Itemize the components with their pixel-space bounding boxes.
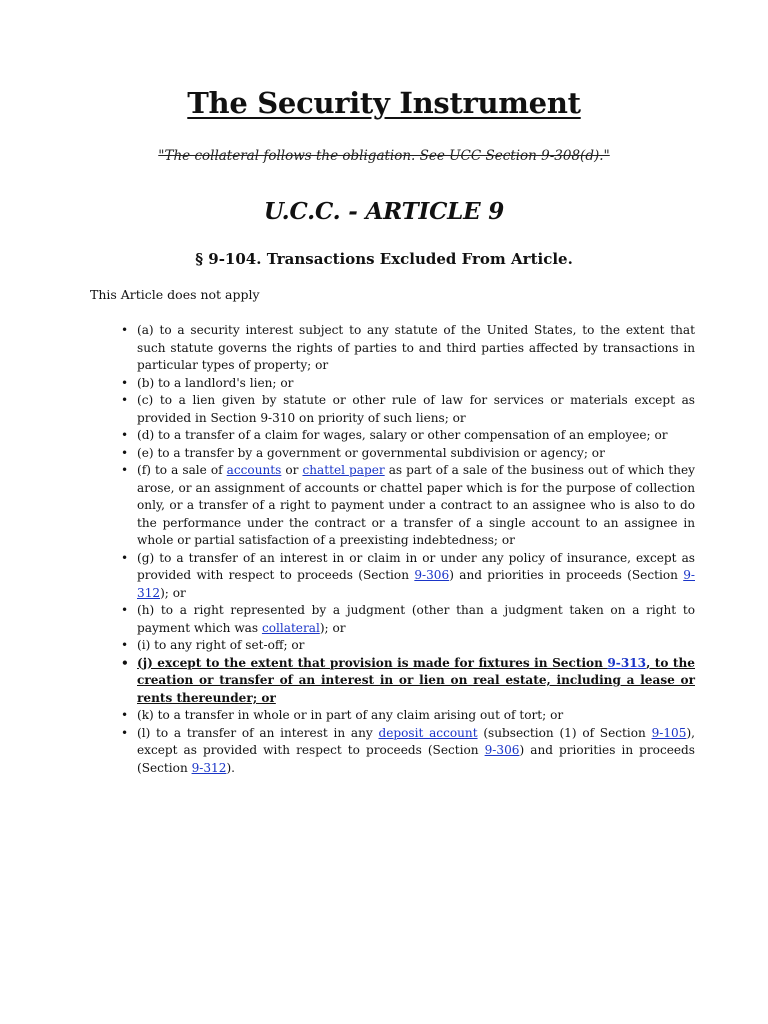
clause-f — [137, 462, 695, 550]
clause-f-text-3: as part of a sale of the business out of which they arose, or an assignment of accounts or chattel paper which is for the purpose of collection only, or a transfer of a right to payment under a contract to an assignee who is also to do the performance under the contract or a transfer of a single account to an assignee in whole or partial satisfaction of a preexisting indebtedness; or — [137, 463, 695, 547]
clause-j — [137, 655, 695, 708]
clause-g-text-3: ); or — [160, 585, 186, 600]
intro-text: This Article does not apply — [90, 287, 260, 302]
clause-e: • (e) to a transfer by a government or governmental subdivision or agency; or — [137, 445, 695, 463]
section-9-312-link[interactable]: 9-312 — [191, 760, 227, 775]
clause-g — [137, 550, 695, 603]
section-9-312-link[interactable]: 9-312 — [137, 568, 695, 600]
page-title: The Security Instrument — [187, 86, 581, 120]
section-heading: § 9-104. Transactions Excluded From Article. — [195, 250, 573, 268]
clause-a: • (a) to a security interest subject to any statute of the United States, to the extent that such statute governs the rights of parties to and third parties affected by transactions in particular types of property; or — [137, 322, 695, 375]
clause-j-text-1: (j) except to the extent that provision is made for fixtures in Section — [137, 655, 608, 670]
epigraph-quote: "The collateral follows the obligation. See UCC Section 9-308(d)." — [158, 148, 610, 164]
clause-l-text-5: ). — [226, 760, 236, 775]
clause-d: • (d) to a transfer of a claim for wages, salary or other compensation of an employee; or — [137, 427, 695, 445]
deposit-account-link[interactable]: deposit account — [378, 725, 478, 740]
clause-l-text-3: ), except as provided with respect to proceeds (Section — [137, 725, 696, 757]
clause-i: • (i) to any right of set-off; or — [137, 637, 695, 655]
clause-b: • (b) to a landlord's lien; or — [137, 375, 695, 393]
clause-j-text-2: , to the creation or transfer of an interest in or lien on real estate, including a lease or rents thereunder; or — [137, 655, 695, 705]
accounts-link[interactable]: accounts — [226, 463, 282, 477]
clause-h-text-1: (h) to a right represented by a judgment (other than a judgment taken on a right to payment which was — [137, 603, 695, 635]
clause-h — [137, 602, 695, 637]
section-9-306-link[interactable]: 9-306 — [484, 743, 520, 757]
collateral-link[interactable]: collateral — [261, 620, 320, 635]
article-heading: U.C.C. - ARTICLE 9 — [263, 198, 505, 225]
clause-k: • (k) to a transfer in whole or in part of any claim arising out of tort; or — [137, 707, 695, 725]
section-9-105-link[interactable]: 9-105 — [651, 725, 687, 740]
clause-l — [137, 725, 695, 778]
clause-l-text-2: (subsection (1) of Section — [477, 725, 652, 740]
clause-h-text-2: ); or — [319, 620, 346, 635]
clause-f-text-2: or — [281, 463, 303, 477]
clause-g-text-2: ) and priorities in proceeds (Section — [449, 568, 684, 582]
section-9-313-link[interactable]: 9-313 — [607, 655, 647, 670]
clause-l-text-4: ) and priorities in proceeds (Section — [137, 743, 695, 775]
clause-list — [120, 322, 695, 777]
clause-l-text-1: (l) to a transfer of an interest in any — [137, 725, 379, 740]
clause-f-text-1: (f) to a sale of — [137, 463, 227, 477]
clause-c: • (c) to a lien given by statute or other rule of law for services or materials except as provided in Section 9-310 on priority of such liens; or — [137, 392, 695, 427]
clause-g-text-1: (g) to a transfer of an interest in or claim in or under any policy of insurance, except as provided with respect to proceeds (Section — [137, 550, 695, 582]
section-9-306-link[interactable]: 9-306 — [414, 568, 450, 582]
chattel-paper-link[interactable]: chattel paper — [302, 463, 385, 477]
